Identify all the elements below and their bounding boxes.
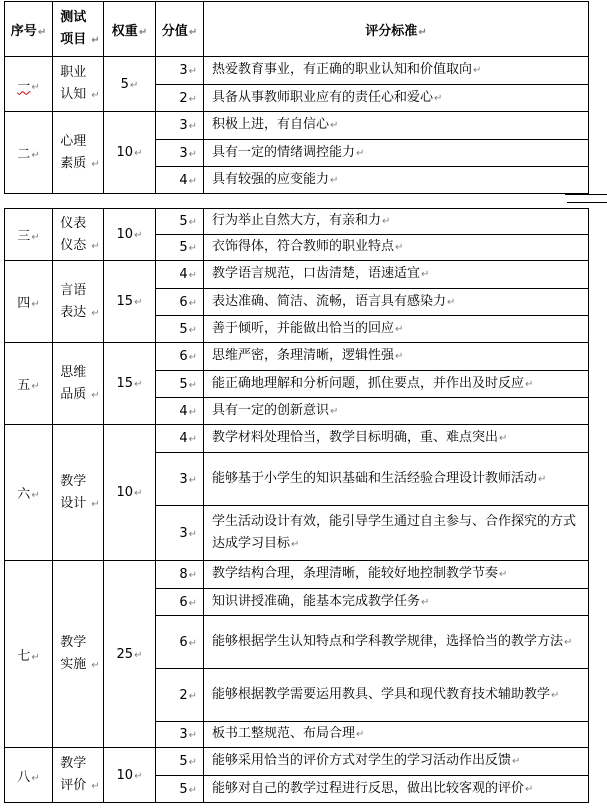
row-criteria: 衣饰得体，符合教师的职业特点↵: [204, 235, 589, 261]
scoring-table-part-2: [4, 208, 589, 803]
section-seq: 六↵: [5, 425, 53, 561]
section-item: 心理素质 ↵: [53, 112, 104, 194]
section-item: 仪表仪态 ↵: [53, 209, 104, 261]
section-weight: 10↵: [104, 425, 156, 561]
section-weight: 15↵: [104, 261, 156, 343]
section-seq: 一↵: [5, 57, 53, 112]
table-row: [5, 112, 589, 140]
row-criteria: 能够根据学生认知特点和学科教学规律，选择恰当的教学方法↵: [204, 616, 589, 669]
row-criteria: 善于倾听，并能做出恰当的回应↵: [204, 316, 589, 343]
section-seq: 四↵: [5, 261, 53, 343]
header-row: [5, 2, 589, 57]
row-score: 8↵: [156, 561, 204, 589]
table-row: [5, 561, 589, 589]
row-score: 3↵: [156, 112, 204, 140]
row-score: 4↵: [156, 425, 204, 453]
row-score: 5↵: [156, 235, 204, 261]
row-score: 3↵: [156, 506, 204, 561]
row-score: 6↵: [156, 343, 204, 371]
row-score: 3↵: [156, 57, 204, 85]
section-seq: 三↵: [5, 209, 53, 261]
section-weight: 10↵: [104, 209, 156, 261]
section-seq: 二↵: [5, 112, 53, 194]
section-item: 教学设计 ↵: [53, 425, 104, 561]
section-weight: 25↵: [104, 561, 156, 748]
row-score: 6↵: [156, 289, 204, 316]
section-item: 思维品质 ↵: [53, 343, 104, 425]
section-seq: 八↵: [5, 748, 53, 803]
row-score: 3↵: [156, 453, 204, 506]
table-row: [5, 261, 589, 289]
page-break-line: [565, 194, 607, 195]
row-criteria: 教学材料处理恰当，教学目标明确，重、难点突出↵: [204, 425, 589, 453]
row-criteria: 具有一定的创新意识↵: [204, 398, 589, 425]
scoring-table-part-1: [4, 1, 589, 194]
section-weight: 5↵: [104, 57, 156, 112]
section-item: 职业认知 ↵: [53, 57, 104, 112]
row-criteria: 能够根据教学需要运用教具、学具和现代教育技术辅助教学↵: [204, 669, 589, 722]
row-criteria: 能够基于小学生的知识基础和生活经验合理设计教师活动↵: [204, 453, 589, 506]
table-row: [5, 425, 589, 453]
row-criteria: 能够对自己的教学过程进行反思，做出比较客观的评价↵: [204, 776, 589, 803]
section-item: 言语表达 ↵: [53, 261, 104, 343]
row-score: 4↵: [156, 167, 204, 194]
section-weight: 15↵: [104, 343, 156, 425]
section-item: 教学评价 ↵: [53, 748, 104, 803]
section-weight: 10↵: [104, 112, 156, 194]
row-criteria: 具有一定的情绪调控能力↵: [204, 140, 589, 167]
table-row: [5, 748, 589, 776]
row-criteria: 行为举止自然大方，有亲和力↵: [204, 209, 589, 235]
row-criteria: 表达准确、简洁、流畅，语言具有感染力↵: [204, 289, 589, 316]
row-score: 6↵: [156, 616, 204, 669]
row-score: 5↵: [156, 209, 204, 235]
row-score: 2↵: [156, 85, 204, 112]
row-criteria: 知识讲授准确，能基本完成教学任务↵: [204, 589, 589, 616]
header-score: 分值↵: [156, 2, 204, 57]
row-criteria: 学生活动设计有效，能引导学生通过自主参与、合作探究的方式达成学习目标↵: [204, 506, 589, 561]
row-criteria: 热爱教育事业，有正确的职业认知和价值取向↵: [204, 57, 589, 85]
section-weight: 10↵: [104, 748, 156, 803]
row-criteria: 具备从事教师职业应有的责任心和爱心↵: [204, 85, 589, 112]
row-criteria: 积极上进，有自信心↵: [204, 112, 589, 140]
row-criteria: 思维严密，条理清晰，逻辑性强↵: [204, 343, 589, 371]
table-row: [5, 209, 589, 235]
table-row: [5, 343, 589, 371]
section-seq: 七↵: [5, 561, 53, 748]
row-criteria: 教学语言规范，口齿清楚，语速适宜↵: [204, 261, 589, 289]
row-criteria: 板书工整规范、布局合理↵: [204, 722, 589, 748]
row-score: 5↵: [156, 748, 204, 776]
header-criteria: 评分标准↵: [204, 2, 589, 57]
row-score: 3↵: [156, 140, 204, 167]
row-criteria: 能够采用恰当的评价方式对学生的学习活动作出反馈↵: [204, 748, 589, 776]
header-weight: 权重↵: [104, 2, 156, 57]
row-criteria: 具有较强的应变能力↵: [204, 167, 589, 194]
table-row: [5, 57, 589, 85]
row-score: 5↵: [156, 371, 204, 398]
header-item: 测试项目 ↵: [53, 2, 104, 57]
row-criteria: 能正确地理解和分析问题，抓住要点，并作出及时反应↵: [204, 371, 589, 398]
header-seq: 序号↵: [5, 2, 53, 57]
row-score: 2↵: [156, 669, 204, 722]
row-score: 3↵: [156, 722, 204, 748]
section-item: 教学实施 ↵: [53, 561, 104, 748]
page-break-line: [567, 202, 607, 203]
row-score: 4↵: [156, 398, 204, 425]
row-score: 5↵: [156, 776, 204, 803]
row-criteria: 教学结构合理，条理清晰，能较好地控制教学节奏↵: [204, 561, 589, 589]
row-score: 6↵: [156, 589, 204, 616]
row-score: 4↵: [156, 261, 204, 289]
section-seq: 五↵: [5, 343, 53, 425]
row-score: 5↵: [156, 316, 204, 343]
